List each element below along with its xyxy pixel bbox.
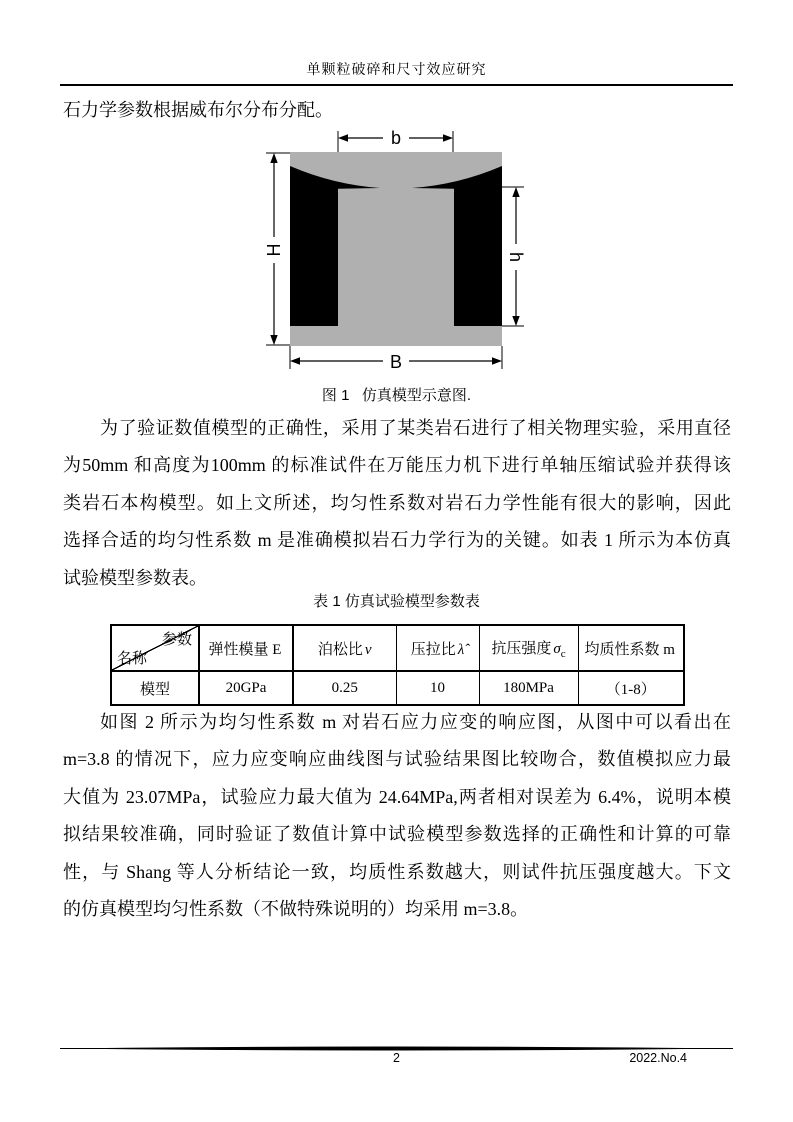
table-data-row	[111, 671, 684, 705]
body-line: 为50mm 和高度为100mm 的标准试件在万能压力机下进行单轴压缩试验并获得该	[63, 455, 731, 476]
dimension-b-label: b	[390, 128, 402, 148]
value-elastic-modulus: 20GPa	[199, 671, 293, 705]
header-rule	[60, 84, 733, 86]
value-compressive-strength: 180MPa	[479, 671, 578, 705]
header-compression-tension-ratio: 压拉比 λ̂	[396, 625, 479, 671]
body-line: 性，与 Shang 等人分析结论一致，均质性系数越大，则试件抗压强度越大。下文	[63, 861, 731, 882]
table-header-row	[111, 625, 684, 671]
corner-label-parameter: 参数	[161, 632, 192, 648]
parameters-table	[110, 624, 685, 706]
body-line: 为了验证数值模型的正确性，采用了某类岩石进行了相关物理实验，采用直径	[100, 418, 731, 438]
running-header-title: 单颗粒破碎和尺寸效应研究	[306, 63, 487, 78]
dimension-h-notch	[502, 187, 526, 326]
header-elastic-modulus: 弹性模量 E	[199, 625, 293, 671]
body-line: 拟结果较准确，同时验证了数值计算中试验模型参数选择的正确性和计算的可靠	[63, 824, 731, 845]
dimension-h-total	[264, 153, 290, 345]
dimension-h-label: h	[506, 251, 526, 263]
paragraph-2	[63, 704, 731, 928]
body-line: m=3.8 的情况下，应力应变响应曲线图与试验结果图比较吻合，数值模拟应力最	[63, 749, 731, 770]
header-compressive-strength: 抗压强度 $\sigma_c$	[479, 625, 578, 671]
table-corner-cell	[111, 625, 199, 671]
journal-issue: 2022.No.4	[629, 1051, 687, 1065]
corner-label-name: 名称	[117, 651, 148, 667]
figure-1-model-diagram	[185, 125, 615, 383]
body-line: 如图 2 所示为均匀性系数 m 对岩石应力应变的响应图，从图中可以看出在	[100, 712, 731, 732]
dimension-H-label: H	[264, 243, 284, 257]
row-label: 模型	[111, 671, 199, 705]
body-line: 类岩石本构模型。如上文所述，均匀性系数对岩石力学性能有很大的影响，因此	[63, 492, 731, 513]
body-line: 的仿真模型均匀性系数（不做特殊说明的）均采用 m=3.8。	[63, 898, 529, 919]
header-poisson-ratio: 泊松比 ν	[293, 625, 396, 671]
header-homogeneity-coefficient: 均质性系数 m	[578, 625, 684, 671]
body-line-continuation: 石力学参数根据威布尔分布分配。	[63, 100, 333, 120]
dimension-B-label: B	[389, 352, 403, 372]
value-homogeneity-coefficient: （1-8）	[578, 671, 684, 705]
body-line: 选择合适的均匀性系数 m 是准确模拟岩石力学行为的关键。如表 1 所示为本仿真	[63, 530, 731, 551]
value-poisson-ratio: 0.25	[293, 671, 396, 705]
page-number: 2	[393, 1051, 400, 1065]
value-compression-tension-ratio: 10	[396, 671, 479, 705]
body-line: 大值为 23.07MPa，试验应力最大值为 24.64MPa,两者相对误差为 6.4%，说明本模	[63, 786, 731, 807]
dimension-b	[338, 128, 453, 152]
figure-caption: 图 1 仿真模型示意图.	[321, 387, 472, 404]
paragraph-1	[63, 410, 731, 597]
table-caption: 表 1 仿真试验模型参数表	[313, 593, 480, 610]
dimension-B	[290, 346, 502, 372]
body-line: 试验模型参数表。	[63, 567, 207, 588]
